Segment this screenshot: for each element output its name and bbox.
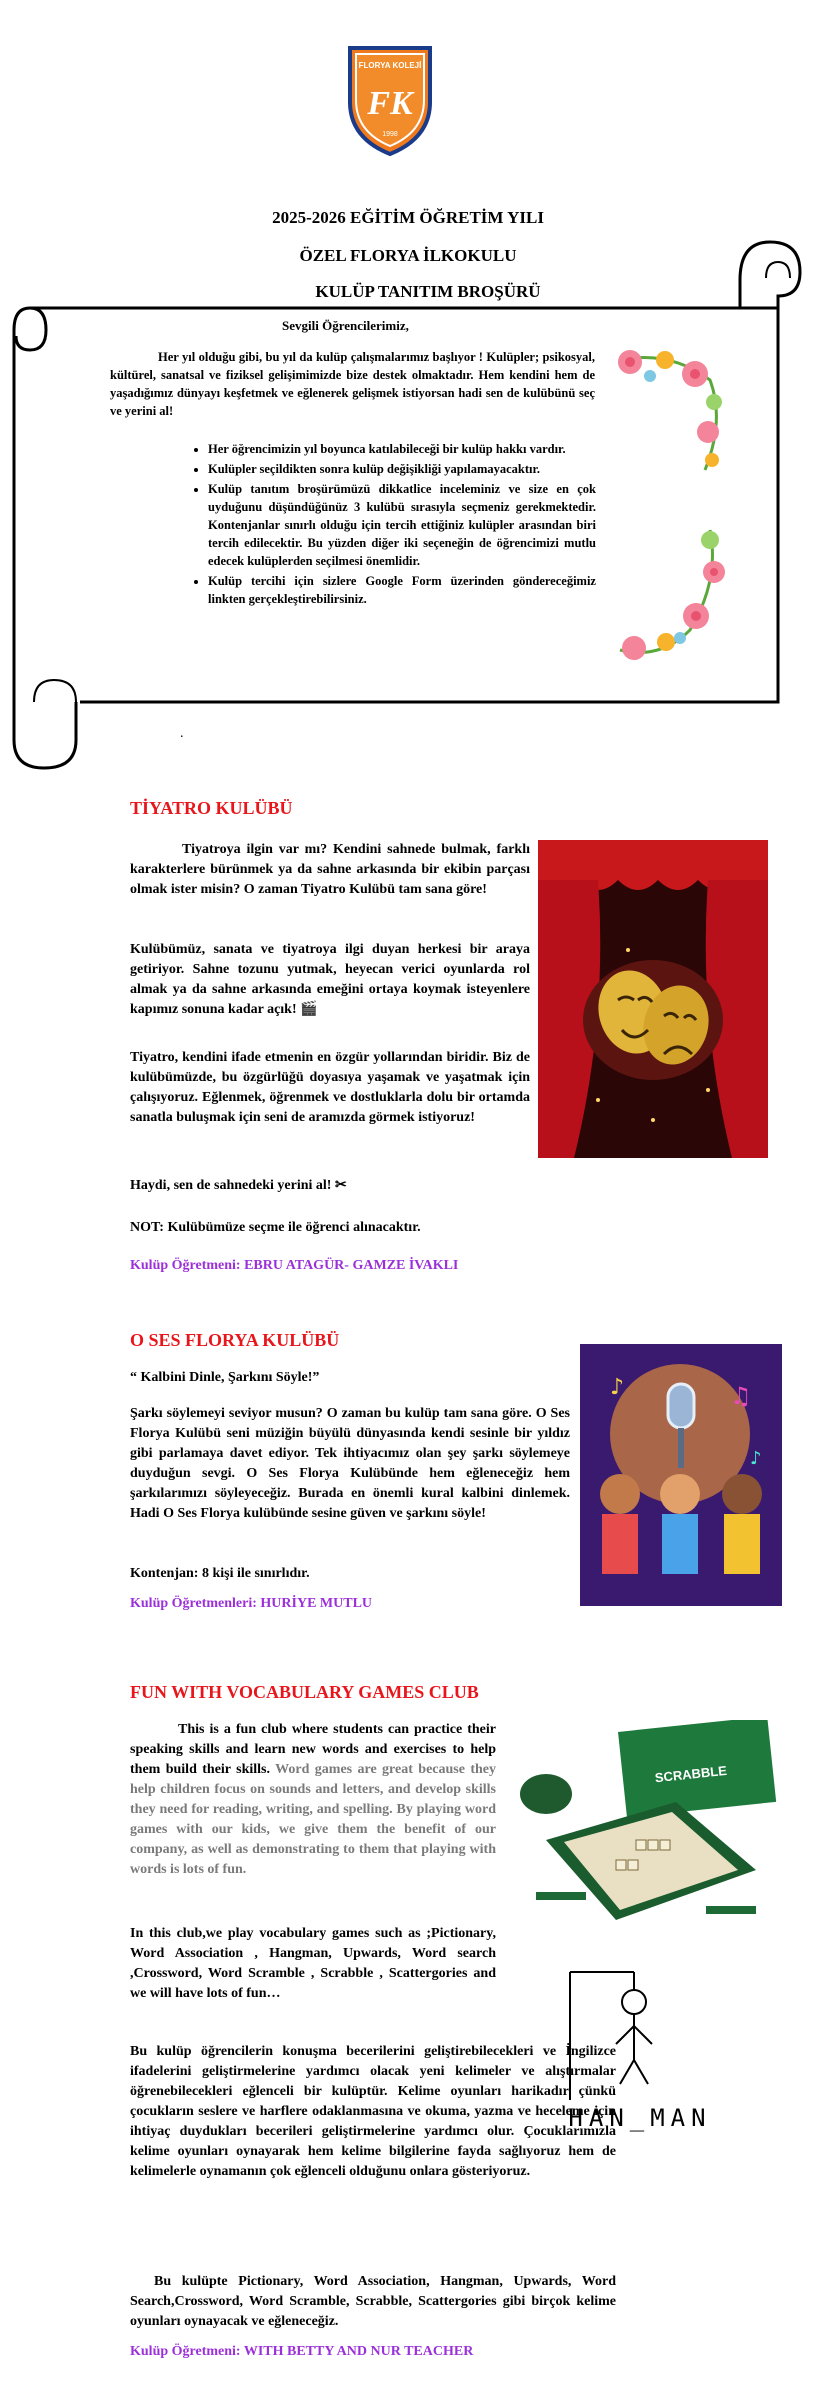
vocab-title: FUN WITH VOCABULARY GAMES CLUB [130,1682,479,1702]
theatre-note: NOT: Kulübümüze seçme ile öğrenci alınacaktır. [130,1220,421,1235]
hangman-word: HAN_MAN [568,2104,712,2132]
svg-text:♫: ♫ [730,1382,752,1410]
logo-top-text: FLORYA KOLEJİ [358,61,422,70]
theatre-p3: Tiyatro, kendini ifade etmenin en özgür yollarından biridir. Biz de kulübümüzde, bu özgürlüğü doyasıya yaşamak ve yaşatmak için çalışıyoruz. Eğlenmek, öğrenmek ve dostluklarla dolu bir ortamda sanatla buluşmak için seni de aramızda görmek istiyoruz! [130,1050,530,1125]
vocab-p4: Bu kulüpte Pictionary, Word Association, Hangman, Upwards, Word Search,Crossword, Word Scramble, Scrabble, Scattergories gibi birçok kelime oyunları oynayacak ve eğleneceğiz. [130,2274,616,2329]
intro-greeting: Sevgili Öğrencilerimiz, [282,318,409,333]
intro-paragraph: Her yıl olduğu gibi, bu yıl da kulüp çalışmalarımız başlıyor ! Kulüpler; psikosyal, kültürel, sanatsal ve fiziksel gelişimimizde bize destek olmaktadır. Hem kendini hem de yaşadığımız dünyayı keşfetmek ve eğlenerek gelişmek istiyorsan hadi sen de kulübünü seç ve yerini al! [110,350,595,418]
vocab-p3: Bu kulüp öğrencilerin konuşma becerilerini geliştirebilecekleri ve İngilizce ifadelerini geliştirmelerine yardımcı olacak yeni kelimeler ve alıştırmalar öğrenebilecekleri eğlenceli bir kulüptür. Kelime oyunları harikadır çünkü çocukların seslere ve harflere odaklanmasına ve okuma, yazma ve heceleme için ihtiyaç duydukları becerileri geliştirmelerine yardımcı olur. Çocuklarımızla kelime oyunları oynayarak hem kelime bilgilerine fayda sağlıyoruz hem de kelimelerle oynamanın çok eğlenceli olduğunu onlara gösteriyoruz. [130,2044,616,2179]
intro-bullet: • Kulüp tanıtım broşürümüzü dikkatlice inceleminiz ve size en çok uyduğunu düşündüğünüz 3 kulübü sırasıyla seçmeniz gerekmektedir. Kontenjanlar sınırlı olduğu için tercih ettiğiniz kulüpler arasından biri tercih edilecektir. Bu yüzden diğer iki seçeneğin de öğrencimizi mutlu edecek kulüplerden seçilmesi önemlidir. [208,480,596,570]
hangman-drawing [530,1960,750,2150]
vocab-p1 [130,1720,496,1880]
flower-decoration-top [610,340,730,490]
vocab-teacher: Kulüp Öğretmeni: WITH BETTY AND NUR TEACHER [130,2344,474,2359]
music-kids-image [580,1344,782,1606]
intro-bullet-list [186,440,596,610]
theatre-stage-image [538,840,768,1158]
music-title: O SES FLORYA KULÜBÜ [130,1330,340,1350]
vocab-p2: In this club,we play vocabulary games such as ;Pictionary, Word Association , Hangman, Upwards, Word search ,Crossword, Word Scramble , Scrabble , Scattergories and we will have lots of fun… [130,1926,496,2001]
scrabble-image [506,1720,790,1944]
scrabble-box-label: SCRABBLE [654,1762,728,1786]
music-quota: Kontenjan: 8 kişi ile sınırlıdır. [130,1566,310,1581]
theatre-teacher: Kulüp Öğretmeni: EBRU ATAGÜR- GAMZE İVAKLI [130,1258,459,1273]
vocab-p1-bold: This is a fun club where students can practice their speaking skills and learn new words and exercises to help them build their skills. [130,1722,496,1777]
vocab-p1-gray: Word games are great because they help children focus on sounds and letters, and develop skills they need for reading, writing, and spelling. By playing word games with our kids, we give them the benefit of our company, as well as demonstrating to them that playing with words is lots of fun. [130,1762,497,1877]
svg-text:♪: ♪ [610,1375,625,1400]
theatre-p4: Haydi, sen de sahnedeki yerini al! ✂ [130,1178,347,1193]
header-school: ÖZEL FLORYA İLKOKULU [299,246,517,265]
intro-dot: . [180,726,184,741]
intro-bullet: • Kulüp tercihi için sizlere Google Form üzerinden göndereceğimiz linkten gerçekleştirebilirsiniz. [208,572,596,608]
logo-year: 1998 [382,131,398,138]
header-year: 2025-2026 EĞİTİM ÖĞRETİM YILI [272,208,544,227]
intro-bullet: • Her öğrencimizin yıl boyunca katılabileceği bir kulüp hakkı vardır. [208,440,596,458]
music-p1: Şarkı söylemeyi seviyor musun? O zaman bu kulüp tam sana göre. O Ses Florya Kulübü seni müziğin büyülü dünyasında kendi sesinle bir yıldız gibi parlamaya davet ediyor. Tek ihtiyacımız olan şey şarkı söylemeye duyduğun sevgi. O Ses Florya Kulübünde hem eğleneceğiz hem şarkılarımızı söyleyeceğiz. Burada en önemli kural kalbini dinlemek. Hadi O Ses Florya kulübünde sesine güven ve şarkını söyle! [130,1406,570,1521]
school-logo [340,40,440,160]
theatre-title: TİYATRO KULÜBÜ [130,798,293,818]
music-slogan: “ Kalbini Dinle, Şarkını Söyle!” [130,1370,320,1385]
svg-text:♪: ♪ [750,1448,762,1469]
intro-bullet: • Kulüpler seçildikten sonra kulüp değişikliği yapılamayacaktır. [208,460,596,478]
theatre-p2: Kulübümüz, sanata ve tiyatroya ilgi duyan herkesi bir araya getiriyor. Sahne tozunu yutmak, heyecan verici oyunlarda rol almak ya da sahne arkasında emeğini ortaya koymak isteyenlere kapımız sonuna kadar açık! 🎬 [130,942,530,1017]
theatre-p1: Tiyatroya ilgin var mı? Kendini sahnede bulmak, farklı karakterlere bürünmek ya da sahne arkasında bir ekibin parçası olmak ister misin? O zaman Tiyatro Kulübü tam sana göre! [130,842,530,897]
music-teacher: Kulüp Öğretmenleri: HURİYE MUTLU [130,1596,373,1611]
header-title: KULÜP TANITIM BROŞÜRÜ [315,282,541,301]
logo-monogram: FK [367,85,413,122]
flower-decoration-bottom [610,520,730,670]
